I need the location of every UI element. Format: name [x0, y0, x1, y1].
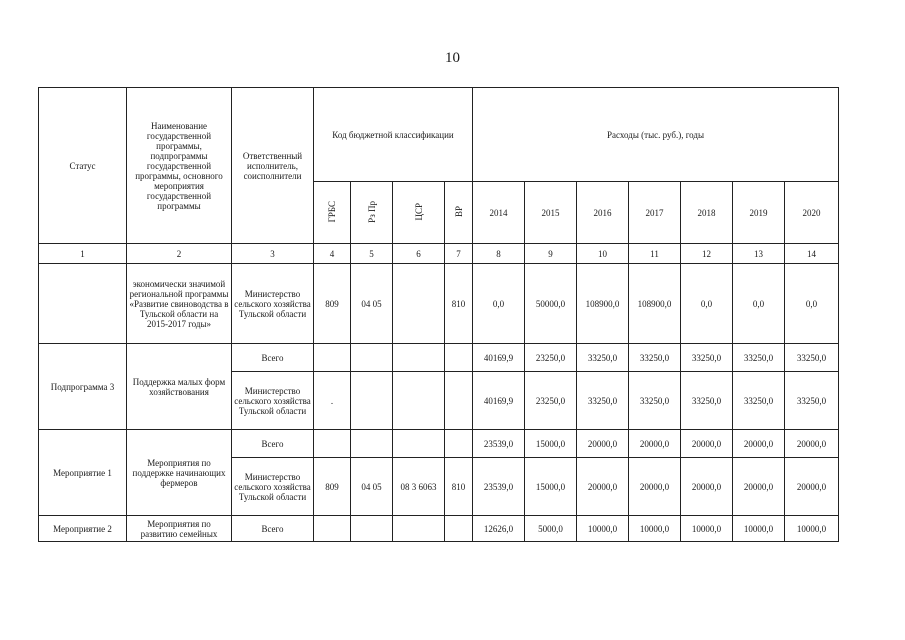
- value-cell: 50000,0: [525, 264, 577, 344]
- col-number: 1: [39, 244, 127, 264]
- rzpr-cell: [351, 344, 393, 372]
- status-cell: Мероприятие 1: [39, 430, 127, 516]
- value-cell: 33250,0: [577, 372, 629, 430]
- vr-cell: 810: [445, 264, 473, 344]
- value-cell: 20000,0: [785, 458, 839, 516]
- header-year: 2016: [577, 182, 629, 244]
- value-cell: 33250,0: [733, 344, 785, 372]
- total-label: Всего: [232, 516, 314, 542]
- col-number: 3: [232, 244, 314, 264]
- executor-cell: Министерство сельского хозяйства Тульской области: [232, 372, 314, 430]
- rzpr-cell: 04 05: [351, 458, 393, 516]
- header-expenses: Расходы (тыс. руб.), годы: [473, 88, 839, 182]
- col-number: 7: [445, 244, 473, 264]
- value-cell: 0,0: [785, 264, 839, 344]
- status-cell: [39, 264, 127, 344]
- value-cell: 10000,0: [629, 516, 681, 542]
- table-row: [39, 344, 839, 372]
- value-cell: 20000,0: [577, 458, 629, 516]
- value-cell: 40169,9: [473, 372, 525, 430]
- header-year: 2017: [629, 182, 681, 244]
- value-cell: 23539,0: [473, 458, 525, 516]
- total-label: Всего: [232, 344, 314, 372]
- grbs-cell: [314, 344, 351, 372]
- executor-cell: Министерство сельского хозяйства Тульской области: [232, 264, 314, 344]
- status-cell: Подпрограмма 3: [39, 344, 127, 430]
- grbs-cell: [314, 430, 351, 458]
- csr-cell: [393, 344, 445, 372]
- value-cell: 20000,0: [681, 430, 733, 458]
- header-budget-code: Код бюджетной классификации: [314, 88, 473, 182]
- header-executor: Ответственный исполнитель, соисполнители: [232, 88, 314, 244]
- header-name: Наименование государственной программы, подпрограммы государственной программы, основного мероприятия государственной программы: [127, 88, 232, 244]
- budget-table: [38, 87, 839, 542]
- total-label: Всего: [232, 430, 314, 458]
- grbs-cell: [314, 516, 351, 542]
- value-cell: 33250,0: [629, 344, 681, 372]
- csr-cell: [393, 430, 445, 458]
- grbs-cell: .: [314, 372, 351, 430]
- value-cell: 10000,0: [681, 516, 733, 542]
- executor-cell: Министерство сельского хозяйства Тульской области: [232, 458, 314, 516]
- header-rzpr: [351, 182, 393, 244]
- table-row: [39, 516, 839, 542]
- col-number: 6: [393, 244, 445, 264]
- value-cell: 0,0: [733, 264, 785, 344]
- value-cell: 108900,0: [629, 264, 681, 344]
- csr-cell: [393, 264, 445, 344]
- csr-cell: [393, 372, 445, 430]
- value-cell: 20000,0: [785, 430, 839, 458]
- header-grbs-text: ГРБС: [327, 200, 337, 223]
- col-number: 5: [351, 244, 393, 264]
- value-cell: 20000,0: [577, 430, 629, 458]
- status-cell: Мероприятие 2: [39, 516, 127, 542]
- value-cell: 5000,0: [525, 516, 577, 542]
- col-number: 2: [127, 244, 232, 264]
- col-number: 9: [525, 244, 577, 264]
- value-cell: 23539,0: [473, 430, 525, 458]
- rzpr-cell: [351, 430, 393, 458]
- value-cell: 15000,0: [525, 430, 577, 458]
- column-number-row: [39, 244, 839, 264]
- header-csr-text: ЦСР: [413, 202, 424, 221]
- table-row: [39, 430, 839, 458]
- value-cell: 33250,0: [577, 344, 629, 372]
- value-cell: 15000,0: [525, 458, 577, 516]
- col-number: 14: [785, 244, 839, 264]
- grbs-cell: 809: [314, 264, 351, 344]
- value-cell: 33250,0: [785, 344, 839, 372]
- rzpr-cell: [351, 372, 393, 430]
- program-name: Мероприятия по развитию семейных: [127, 516, 232, 542]
- value-cell: 10000,0: [733, 516, 785, 542]
- value-cell: 23250,0: [525, 344, 577, 372]
- col-number: 10: [577, 244, 629, 264]
- value-cell: 20000,0: [733, 458, 785, 516]
- header-rzpr-text: Рз Пр: [366, 200, 377, 223]
- vr-cell: [445, 516, 473, 542]
- col-number: 12: [681, 244, 733, 264]
- vr-cell: 810: [445, 458, 473, 516]
- value-cell: 23250,0: [525, 372, 577, 430]
- col-number: 8: [473, 244, 525, 264]
- value-cell: 33250,0: [629, 372, 681, 430]
- header-status: Статус: [39, 88, 127, 244]
- rzpr-cell: 04 05: [351, 264, 393, 344]
- value-cell: 12626,0: [473, 516, 525, 542]
- value-cell: 40169,9: [473, 344, 525, 372]
- vr-cell: [445, 344, 473, 372]
- program-name: Мероприятия по поддержке начинающих фермеров: [127, 430, 232, 516]
- value-cell: 20000,0: [681, 458, 733, 516]
- csr-cell: 08 3 6063: [393, 458, 445, 516]
- value-cell: 108900,0: [577, 264, 629, 344]
- value-cell: 33250,0: [681, 372, 733, 430]
- program-name: Поддержка малых форм хозяйствования: [127, 344, 232, 430]
- value-cell: 10000,0: [577, 516, 629, 542]
- col-number: 11: [629, 244, 681, 264]
- table-row: [39, 264, 839, 344]
- header-grbs: [314, 182, 351, 244]
- header-year: 2019: [733, 182, 785, 244]
- value-cell: 33250,0: [785, 372, 839, 430]
- grbs-cell: 809: [314, 458, 351, 516]
- header-year: 2015: [525, 182, 577, 244]
- header-vr: [445, 182, 473, 244]
- value-cell: 20000,0: [733, 430, 785, 458]
- value-cell: 0,0: [681, 264, 733, 344]
- col-number: 4: [314, 244, 351, 264]
- vr-cell: [445, 372, 473, 430]
- page-number: 10: [445, 50, 460, 66]
- value-cell: 20000,0: [629, 458, 681, 516]
- value-cell: 33250,0: [681, 344, 733, 372]
- header-csr: [393, 182, 445, 244]
- value-cell: 10000,0: [785, 516, 839, 542]
- header-year: 2014: [473, 182, 525, 244]
- col-number: 13: [733, 244, 785, 264]
- csr-cell: [393, 516, 445, 542]
- vr-cell: [445, 430, 473, 458]
- rzpr-cell: [351, 516, 393, 542]
- header-vr-text: ВР: [453, 205, 464, 217]
- program-name: экономически значимой региональной программы «Развитие свиноводства в Тульской области на 2015-2017 годы»: [127, 264, 232, 344]
- header-year: 2020: [785, 182, 839, 244]
- value-cell: 20000,0: [629, 430, 681, 458]
- value-cell: 0,0: [473, 264, 525, 344]
- value-cell: 33250,0: [733, 372, 785, 430]
- header-year: 2018: [681, 182, 733, 244]
